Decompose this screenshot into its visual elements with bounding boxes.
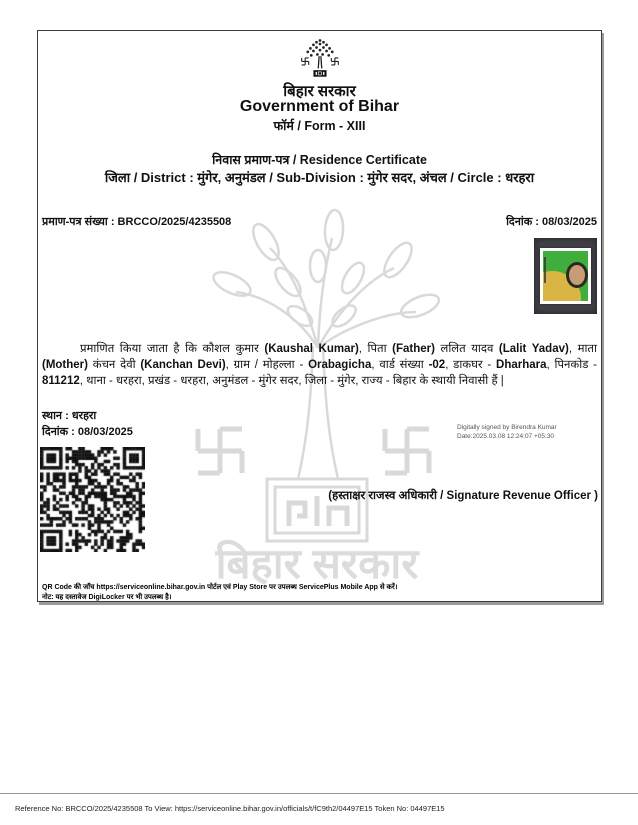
place-line: स्थान : धरहरा	[42, 410, 97, 422]
emblem-plaque	[313, 70, 326, 77]
digital-signature-line1: Digitally signed by Birendra Kumar	[457, 424, 557, 431]
digital-signature-line2: Date:2025.03.08 12:24:07 +05:30	[457, 432, 555, 440]
digilocker-note: नोट: यह दस्तावेज DigiLocker पर भी उपलब्ध है।	[42, 593, 172, 601]
body-segment: , थाना - धरहरा, प्रखंड - धरहरा, अनुमंडल - मुंगेर सदर, जिला - मुंगेर, राज्य - बिहार के स्थायी निवासी हैं |	[79, 375, 504, 387]
emblem-foliage	[306, 39, 333, 57]
emblem-swastika-icon	[301, 58, 338, 65]
body-segment: , पिता	[358, 343, 393, 355]
certificate-body	[42, 341, 597, 389]
photo-image	[543, 251, 588, 301]
emblem-trunk	[318, 56, 321, 68]
body-segment: (Father)	[392, 343, 435, 355]
jurisdiction-line: जिला / District : मुंगेर, अनुमंडल / Sub-Division : मुंगेर सदर, अंचल / Circle : धरहरा	[104, 170, 535, 185]
body-segment: (Mother)	[42, 359, 88, 371]
body-segment: , ग्राम / मोहल्ला -	[225, 359, 309, 371]
body-segment: ललित यादव	[434, 343, 499, 355]
body-segment: Dharhara	[496, 359, 547, 371]
bihar-emblem-logo	[298, 37, 342, 85]
photo-stamp-text	[544, 257, 546, 283]
qr-code	[40, 447, 145, 552]
photo-print	[540, 248, 591, 304]
body-segment: Orabagicha	[308, 359, 372, 371]
digital-signature-block	[457, 424, 557, 441]
body-segment: , पिनकोड -	[546, 359, 597, 371]
issue-date: दिनांक : 08/03/2025	[506, 216, 597, 228]
body-segment: -02	[428, 359, 446, 371]
form-number: फॉर्म / Form - XIII	[273, 119, 366, 133]
certificate-frame	[37, 30, 602, 602]
certificate-content	[38, 31, 601, 601]
government-title-english: Government of Bihar	[239, 98, 400, 115]
photo-face	[566, 262, 588, 288]
signature-officer-line: (हस्ताक्षर राजस्व अधिकारी / Signature Revenue Officer )	[328, 490, 598, 502]
watermark-text: बिहार सरकार	[215, 540, 419, 587]
body-segment: (Lalit Yadav)	[498, 343, 569, 355]
body-segment: प्रमाणित किया जाता है कि कौशल कुमार	[80, 343, 265, 355]
body-segment: 811212	[42, 375, 80, 387]
body-segment: (Kaushal Kumar)	[264, 343, 359, 355]
applicant-photo	[534, 238, 597, 314]
government-title-hindi: बिहार सरकार	[283, 83, 356, 100]
body-segment: , माता	[568, 343, 597, 355]
date-line: दिनांक : 08/03/2025	[42, 426, 133, 438]
body-segment: , डाकघर -	[445, 359, 497, 371]
certificate-number: प्रमाण-पत्र संख्या : BRCCO/2025/4235508	[42, 216, 232, 228]
certificate-title: निवास प्रमाण-पत्र / Residence Certificate	[212, 153, 427, 167]
reference-footer: Reference No: BRCCO/2025/4235508 To View: https://serviceonline.bihar.gov.in/officials/t/fC9th2/04497E15 Token No: 04497E15	[15, 804, 445, 813]
footer-notes	[42, 583, 397, 602]
qr-verification-note: QR Code की जाँच https://serviceonline.bihar.gov.in पोर्टल एवं Play Store पर उपलब्ध ServicePlus Mobile App से करें।	[42, 584, 398, 591]
body-segment: कंचन देवी	[88, 359, 141, 371]
body-segment: (Kanchan Devi)	[140, 359, 226, 371]
footer-divider	[0, 793, 638, 794]
body-segment: , वार्ड संख्या	[371, 359, 429, 371]
